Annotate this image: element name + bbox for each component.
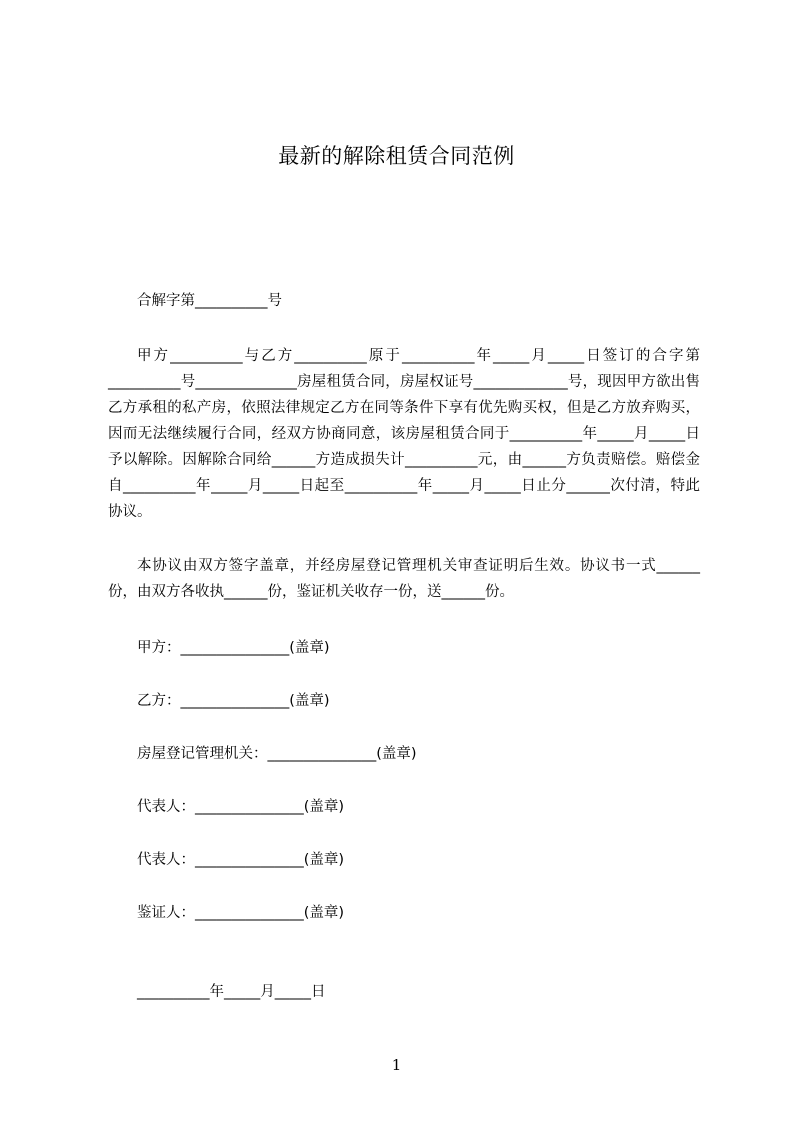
representative-signature-line: 代表人：_______________(盖章) [137, 852, 345, 868]
registry-authority-signature-line: 房屋登记管理机关：_______________(盖章) [137, 746, 417, 762]
party-b-signature-line: 乙方：_______________(盖章) [137, 693, 330, 709]
document-body [108, 288, 700, 1005]
party-a-signature-line: 甲方：_______________(盖章) [137, 640, 330, 656]
signing-date-line: __________年_____月_____日 [137, 984, 326, 1000]
page-number: 1 [391, 1056, 402, 1074]
reference-number-line: 合解字第__________号 [137, 293, 282, 309]
witness-signature-line: 鉴证人：_______________(盖章) [137, 905, 345, 921]
document-title: 最新的解除租赁合同范例 [278, 144, 515, 168]
representative-signature-line: 代表人：_______________(盖章) [137, 799, 345, 815]
termination-paragraph: 甲方__________与乙方__________原于__________年_____月_____日签订的合字第__________号______________房屋租赁合同，房屋权证号_____________号，现因甲方欲出售乙方承租的私产房，依照法律规定乙方在同等条件下享有优先购买权，但是乙方放弃购买，因而无法继续履行合同，经双方协商同意，该房屋租赁合同于__________年_____月_____日予以解除。因解除合同给______方造成损失计__________元，由______方负责赔偿。赔偿金自__________年_____月_____日起至__________年_____月_____日止分______次付清，特此协议。 [108, 348, 700, 520]
effectiveness-paragraph: 本协议由双方签字盖章，并经房屋登记管理机关审查证明后生效。协议书一式______份，由双方各收执______份，鉴证机关收存一份，送______份。 [108, 558, 700, 600]
